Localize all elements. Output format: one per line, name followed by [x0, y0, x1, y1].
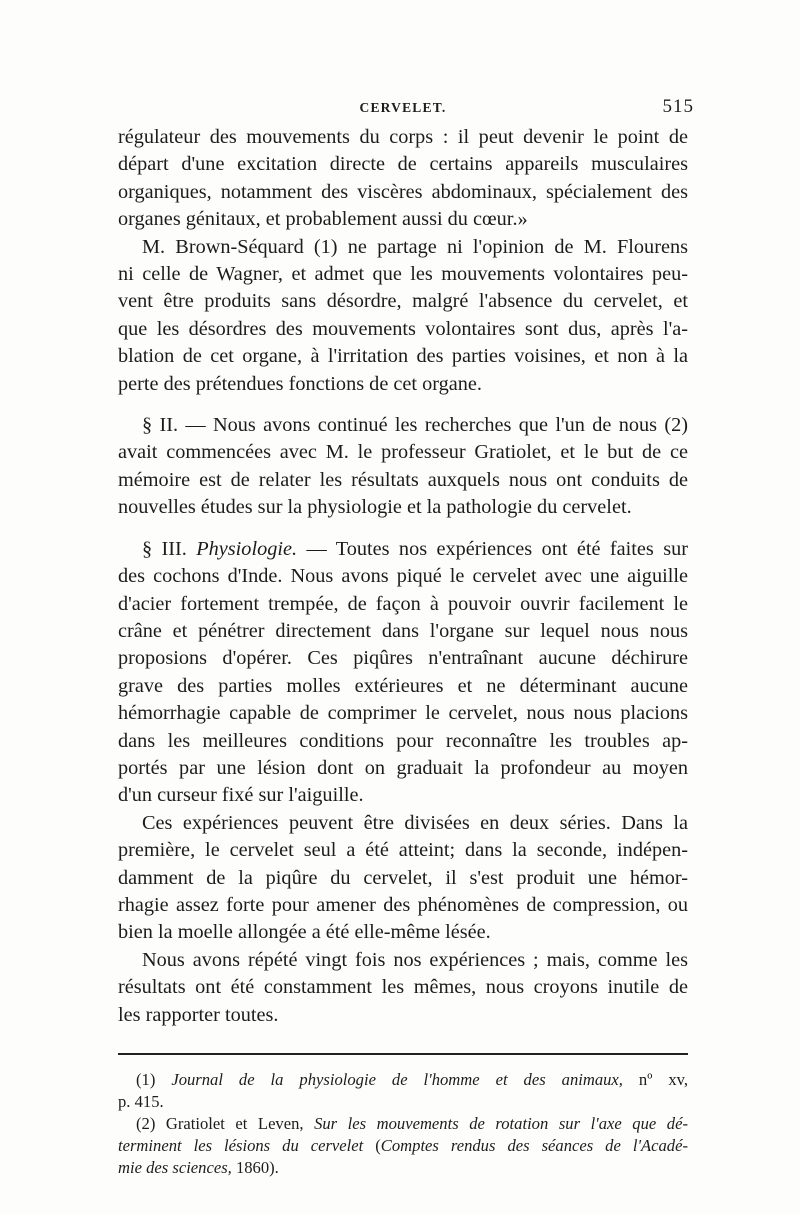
text-line: hémorrhagie capable de comprimer le cervelet, nous nous placions [118, 702, 688, 725]
text-line: dans les meilleures conditions pour reconnaître les troubles ap- [118, 729, 688, 752]
text-line: résultats ont été constamment les mêmes, nous croyons inutile de [118, 976, 688, 999]
text-line: portés par une lésion dont on graduait la profondeur au moyen [118, 756, 688, 779]
text-line: grave des parties molles extérieures et ne déterminant aucune [118, 674, 688, 697]
text-line: organes génitaux, et probablement aussi du cœur.» [118, 208, 528, 231]
running-head [118, 94, 694, 124]
text-line: damment de la piqûre du cervelet, il s'est produit une hémor- [118, 866, 688, 889]
text-fragment: ( [363, 1136, 381, 1155]
running-title: CERVELET. [359, 100, 447, 115]
footnote-number: (1) [136, 1070, 172, 1089]
footnote-1 [118, 1069, 688, 1113]
text-line: proposions d'opérer. Ces piqûres n'entraînant aucune déchirure [118, 647, 688, 670]
paragraph [118, 234, 688, 398]
footnote-line [118, 1069, 688, 1091]
text-line: Ces expériences peuvent être divisées en deux séries. Dans la [142, 811, 688, 834]
footnote-rule [118, 1053, 688, 1055]
text-line: organiques, notamment des viscères abdominaux, spécialement des [118, 180, 688, 203]
footnote-citation: Journal de la physiologie de l'homme et des animaux, [171, 1070, 623, 1089]
text-line: d'un curseur fixé sur l'aiguille. [118, 784, 364, 807]
paragraph [118, 124, 688, 234]
paragraph-section-2 [118, 412, 688, 522]
section-title: Physiologie. [196, 537, 298, 560]
footnote-number: (2) [136, 1114, 166, 1133]
text-line: que les désordres des mouvements volontaires sont dus, après l'a- [118, 317, 688, 340]
text-line: M. Brown-Séquard (1) ne partage ni l'opinion de M. Flourens [142, 235, 688, 258]
text-line: départ d'une excitation directe de certains appareils musculaires [118, 153, 688, 176]
paragraph [118, 947, 688, 1029]
text-line: avait commencées avec M. le professeur Gratiolet, et le but de ce [118, 441, 688, 464]
text-line: mémoire est de relater les résultats auxquels nous ont conduits de [118, 468, 688, 491]
text-fragment: nº xv, [622, 1070, 688, 1089]
text-line: régulateur des mouvements du corps : il peut devenir le point de [118, 126, 688, 148]
paragraph-section-3 [118, 536, 688, 810]
text-line: bien la moelle allongée a été elle-même lésée. [118, 921, 491, 944]
footnote-citation: mie des sciences, [118, 1158, 232, 1177]
paragraph [118, 810, 688, 947]
footnote-line: p. 415. [118, 1092, 164, 1111]
footnote-citation: Comptes rendus des séances de l'Acadé- [380, 1136, 688, 1155]
section-marker: § III. [142, 537, 197, 560]
text-line: Nous avons répété vingt fois nos expériences ; mais, comme les [142, 948, 688, 971]
page-number: 515 [662, 96, 694, 117]
text-line: blation de cet organe, à l'irritation des parties voisines, et non à la [118, 345, 688, 368]
text-line [118, 536, 688, 563]
text-fragment: 1860). [231, 1158, 279, 1177]
footnote-line [118, 1157, 688, 1179]
footnotes [118, 1069, 688, 1179]
text-line: perte des prétendues fonctions de cet organe. [118, 372, 482, 395]
text-line: vent être produits sans désordre, malgré l'absence du cervelet, et [118, 290, 688, 313]
book-page [118, 94, 694, 1179]
text-line: rhagie assez forte pour amener des phénomènes de compression, ou [118, 893, 688, 916]
footnote-citation: terminent les lésions du cervelet [118, 1136, 364, 1155]
text-line: nouvelles études sur la physiologie et la pathologie du cervelet. [118, 496, 632, 519]
text-line: des cochons d'Inde. Nous avons piqué le cervelet avec une aiguille [118, 565, 688, 588]
footnote-2 [118, 1113, 688, 1179]
footnote-line [118, 1113, 688, 1135]
text-line: première, le cervelet seul a été atteint; dans la seconde, indépen- [118, 839, 688, 862]
text-line: § II. — Nous avons continué les recherches que l'un de nous (2) [142, 414, 688, 437]
text-fragment: Gratiolet et Leven, [165, 1114, 315, 1133]
main-text [118, 124, 688, 1029]
footnote-citation: Sur les mouvements de rotation sur l'axe que dé- [314, 1114, 688, 1133]
text-line: les rapporter toutes. [118, 1003, 279, 1026]
text-line: d'acier fortement trempée, de façon à pouvoir ouvrir facilement le [118, 592, 688, 615]
footnote-line [118, 1135, 688, 1157]
text-fragment: — Toutes nos expériences ont été faites sur [297, 537, 688, 560]
text-line: crâne et pénétrer directement dans l'organe sur lequel nous nous [118, 619, 688, 642]
text-line: ni celle de Wagner, et admet que les mouvements volontaires peu- [118, 263, 688, 286]
